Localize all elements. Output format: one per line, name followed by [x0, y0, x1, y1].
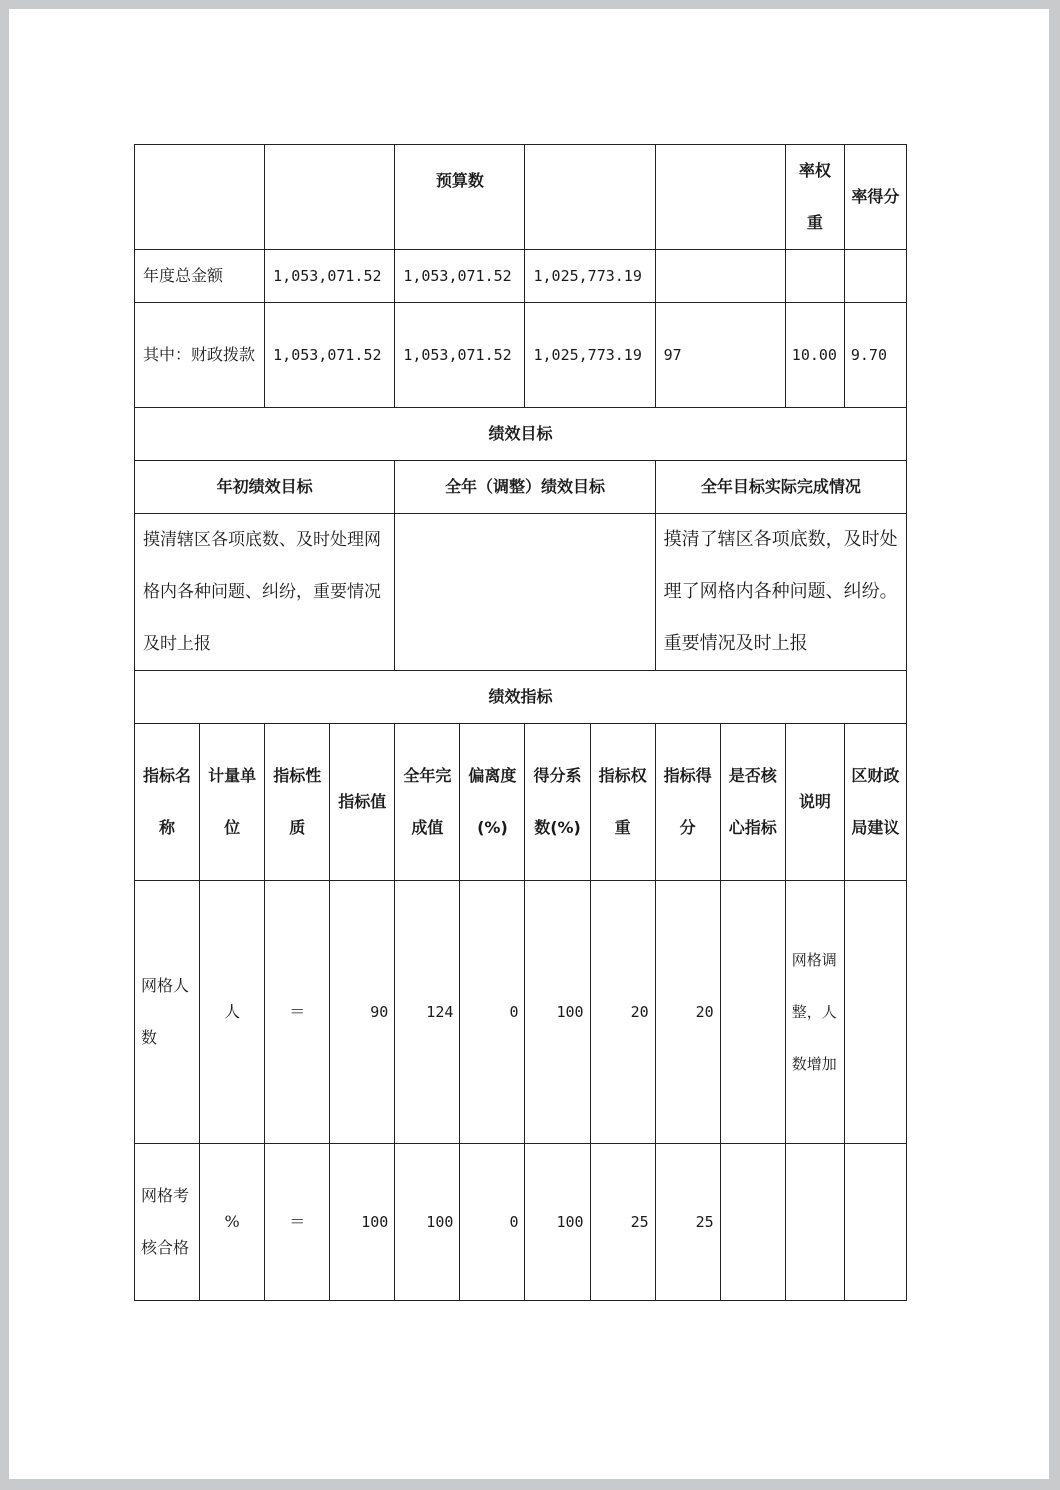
indicators-section-title: 绩效指标	[135, 671, 907, 724]
goal-adjusted-text	[395, 514, 655, 671]
performance-evaluation-table	[134, 144, 907, 1301]
budget-cell	[785, 250, 844, 303]
indicator-header-cell: 指标权重	[590, 724, 655, 881]
indicator-advice	[844, 1144, 906, 1301]
indicator-actual: 124	[395, 881, 460, 1144]
budget-header-cell: 率得分	[844, 145, 906, 250]
goals-content-row	[135, 514, 907, 671]
indicator-weight: 25	[590, 1144, 655, 1301]
indicator-header-cell: 是否核心指标	[720, 724, 785, 881]
budget-header-cell	[265, 145, 395, 250]
goals-header-row	[135, 461, 907, 514]
budget-row-label: 其中：财政拨款	[135, 303, 265, 408]
indicator-header-cell: 指标值	[330, 724, 395, 881]
budget-header-cell: 率权重	[785, 145, 844, 250]
budget-header-cell	[135, 145, 265, 250]
indicator-note: 网格调整，人数增加	[785, 881, 844, 1144]
indicator-unit: %	[200, 1144, 265, 1301]
indicator-deviation: 0	[460, 1144, 525, 1301]
indicator-target: 100	[330, 1144, 395, 1301]
indicator-header-cell: 说明	[785, 724, 844, 881]
indicator-header-cell: 得分系数(%)	[525, 724, 590, 881]
budget-row	[135, 303, 907, 408]
indicator-score: 25	[655, 1144, 720, 1301]
indicator-nature: ＝	[265, 881, 330, 1144]
budget-header-row	[135, 145, 907, 250]
budget-cell: 1,025,773.19	[525, 303, 655, 408]
indicator-name: 网格人数	[135, 881, 200, 1144]
goal-initial-text: 摸清辖区各项底数、及时处理网格内各种问题、纠纷，重要情况及时上报	[135, 514, 395, 671]
goals-header-initial: 年初绩效目标	[135, 461, 395, 514]
budget-row	[135, 250, 907, 303]
indicator-header-cell: 指标性质	[265, 724, 330, 881]
indicator-deviation: 0	[460, 881, 525, 1144]
indicator-coefficient: 100	[525, 1144, 590, 1301]
indicator-header-cell: 计量单位	[200, 724, 265, 881]
budget-header-cell: 预算数	[395, 145, 525, 250]
goals-title-row	[135, 408, 907, 461]
budget-cell	[844, 250, 906, 303]
indicator-header-cell: 全年完成值	[395, 724, 460, 881]
budget-cell: 10.00	[785, 303, 844, 408]
budget-cell: 9.70	[844, 303, 906, 408]
indicator-nature: ＝	[265, 1144, 330, 1301]
indicator-row	[135, 1144, 907, 1301]
indicator-header-cell: 区财政局建议	[844, 724, 906, 881]
goals-header-actual: 全年目标实际完成情况	[655, 461, 906, 514]
indicator-name: 网格考核合格	[135, 1144, 200, 1301]
indicator-header-cell: 指标得分	[655, 724, 720, 881]
indicator-actual: 100	[395, 1144, 460, 1301]
budget-cell: 1,053,071.52	[265, 303, 395, 408]
goals-header-adjusted: 全年（调整）绩效目标	[395, 461, 655, 514]
indicator-note	[785, 1144, 844, 1301]
indicator-header-cell: 指标名称	[135, 724, 200, 881]
indicator-row	[135, 881, 907, 1144]
indicator-target: 90	[330, 881, 395, 1144]
indicator-weight: 20	[590, 881, 655, 1144]
budget-cell: 97	[655, 303, 785, 408]
indicator-core	[720, 881, 785, 1144]
goal-actual-text: 摸清了辖区各项底数，及时处理了网格内各种问题、纠纷。重要情况及时上报	[655, 514, 906, 671]
indicators-header-row	[135, 724, 907, 881]
indicators-title-row	[135, 671, 907, 724]
budget-cell: 1,053,071.52	[395, 250, 525, 303]
budget-header-cell	[655, 145, 785, 250]
budget-cell	[655, 250, 785, 303]
budget-header-cell	[525, 145, 655, 250]
indicator-unit: 人	[200, 881, 265, 1144]
indicator-coefficient: 100	[525, 881, 590, 1144]
goals-section-title: 绩效目标	[135, 408, 907, 461]
indicator-advice	[844, 881, 906, 1144]
indicator-header-cell: 偏离度(%)	[460, 724, 525, 881]
indicator-core	[720, 1144, 785, 1301]
budget-cell: 1,053,071.52	[265, 250, 395, 303]
budget-cell: 1,025,773.19	[525, 250, 655, 303]
budget-row-label: 年度总金额	[135, 250, 265, 303]
indicator-score: 20	[655, 881, 720, 1144]
document-page	[9, 9, 1049, 1479]
budget-cell: 1,053,071.52	[395, 303, 525, 408]
